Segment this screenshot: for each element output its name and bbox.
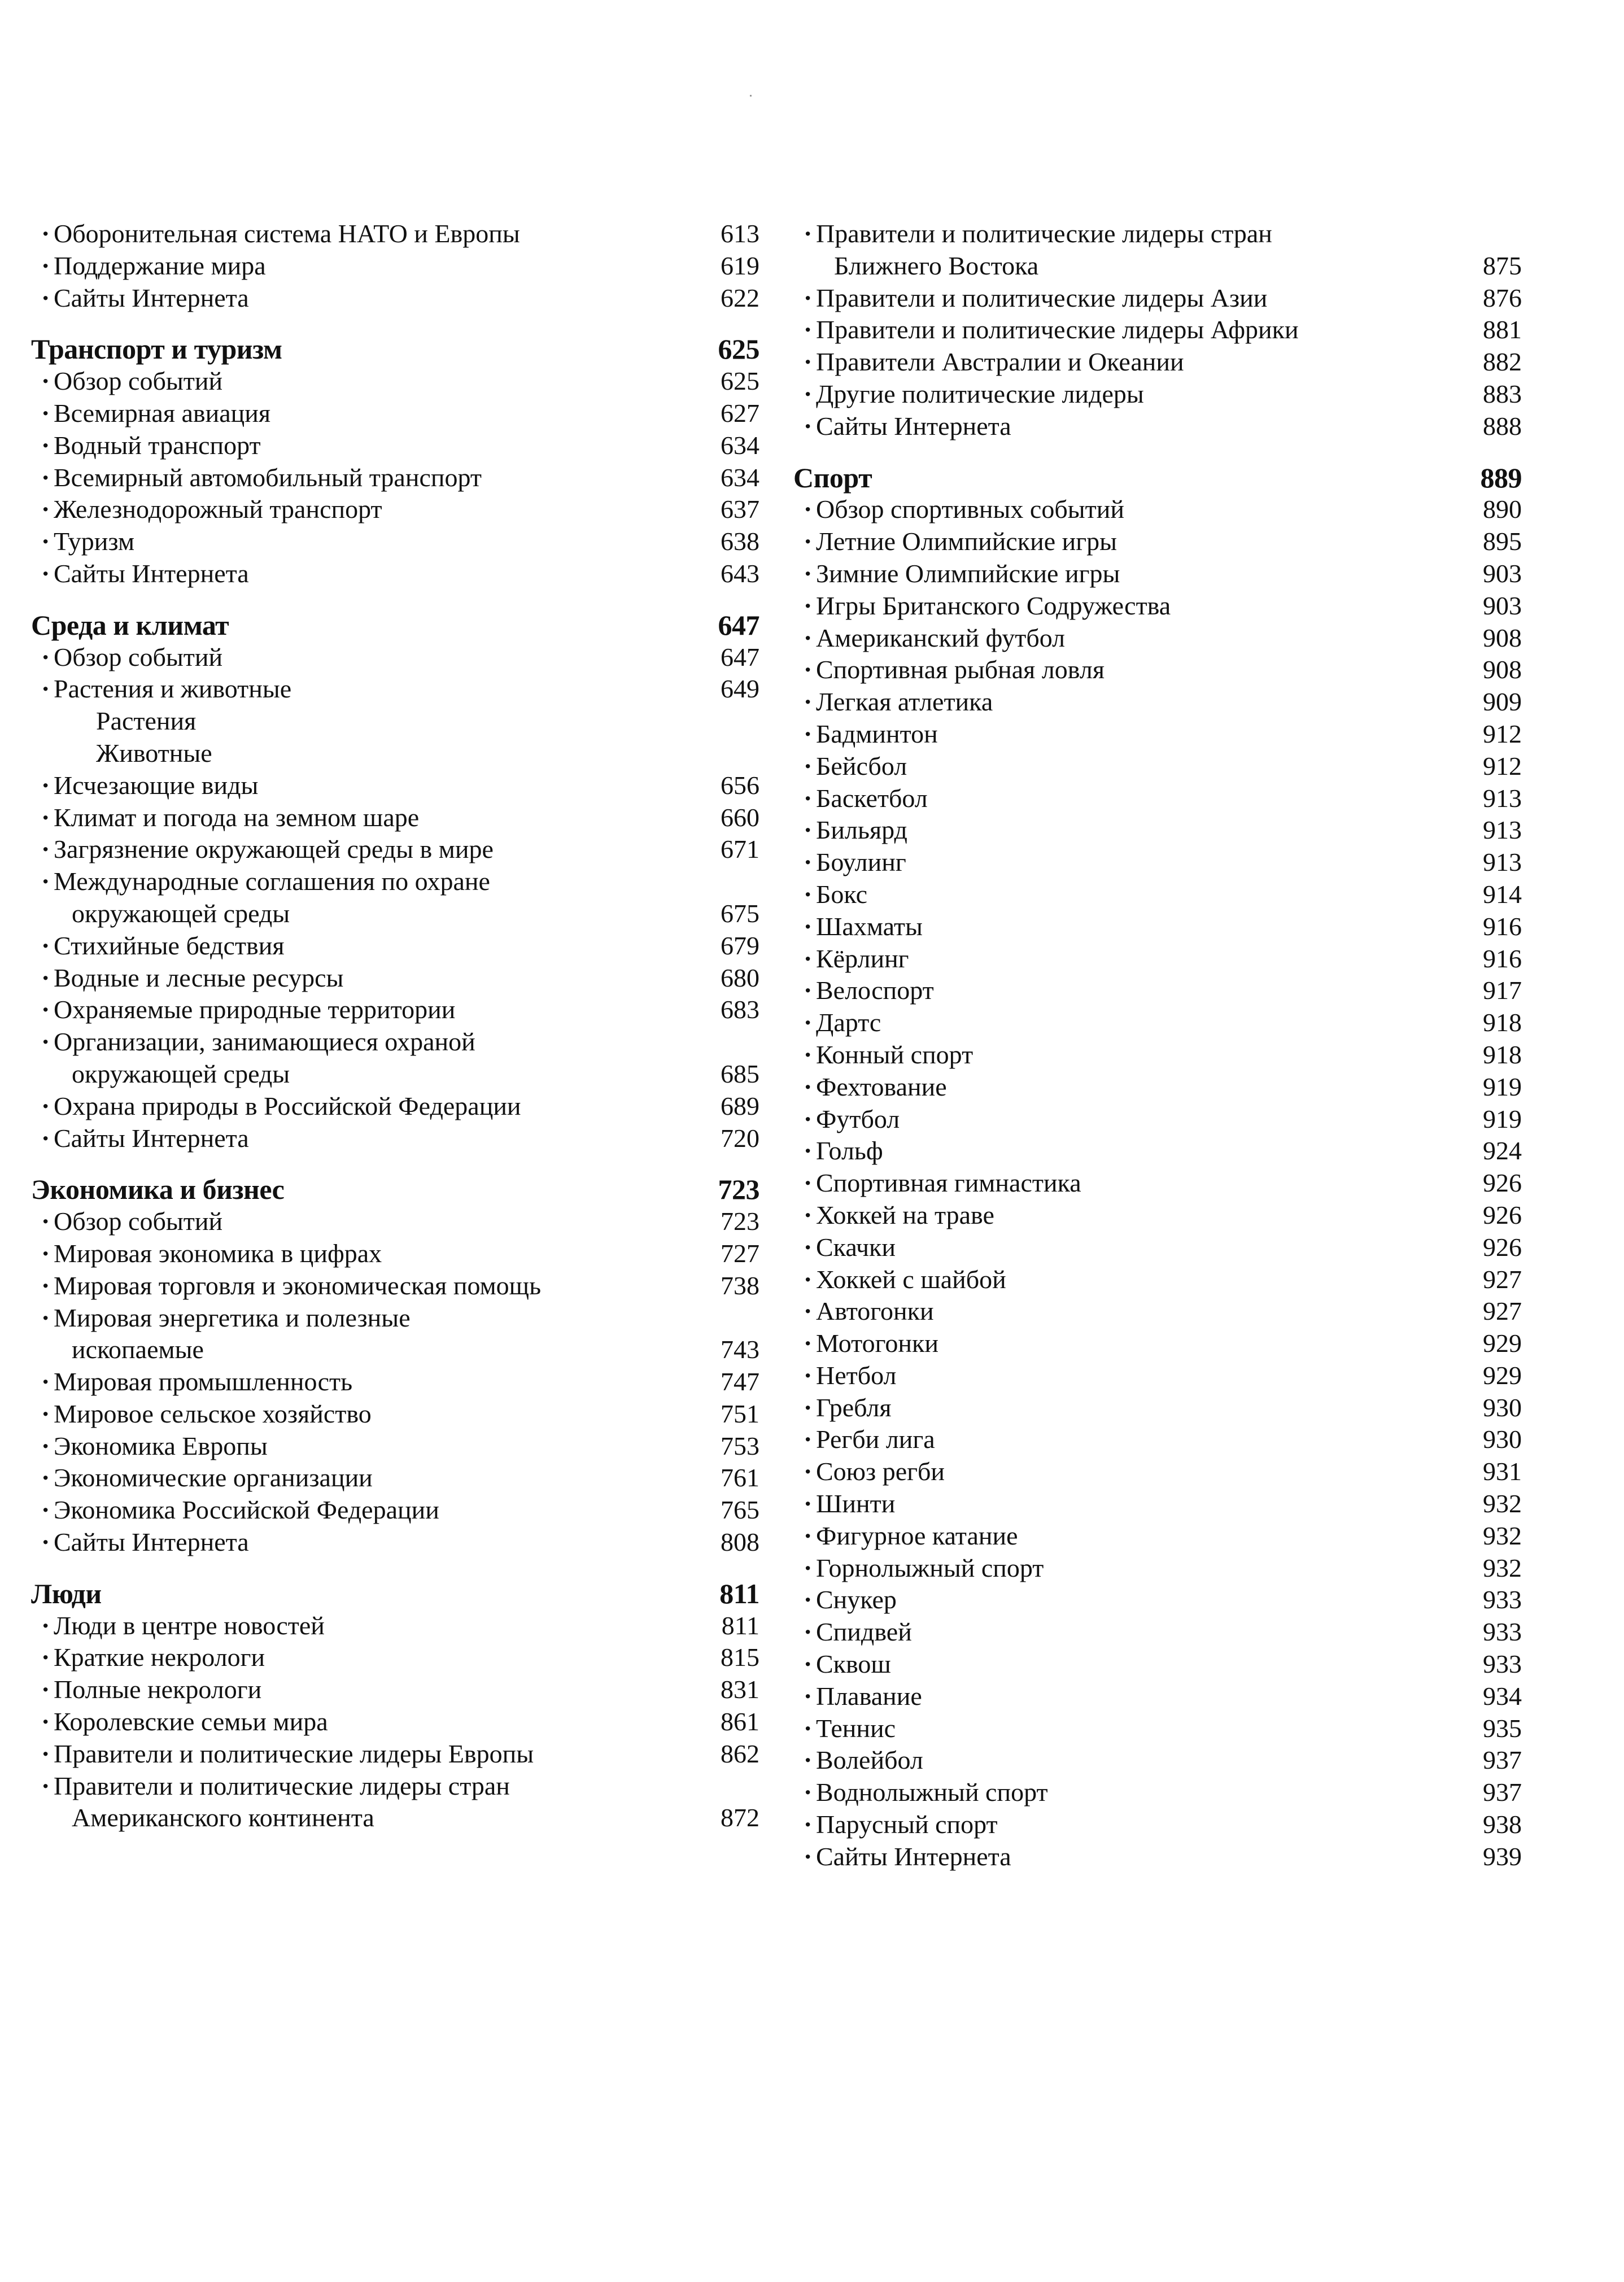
toc-entry-title: · Спортивная рыбная ловля [816,654,1105,686]
toc-entry [31,866,759,898]
toc-page-number: 765 [721,1495,759,1525]
toc-page-number: 743 [721,1335,759,1364]
toc-page-number: 808 [721,1528,759,1557]
toc-entry-title: · Правители и политические лидеры Азии [816,282,1267,315]
toc-entry-title: · Мировая экономика в цифрах [54,1238,382,1270]
toc-page-number: 679 [721,931,759,960]
toc-page-number: 811 [721,1611,759,1640]
toc-entry-title: · Хоккей с шайбой [816,1264,1006,1296]
toc-entry [793,1232,1522,1264]
toc-entry [31,1026,759,1058]
toc-section-heading [31,1173,759,1206]
toc-entry [793,1328,1522,1360]
toc-entry-title: Ближнего Востока [834,251,1039,280]
toc-entry-title: Экономика и бизнес [31,1173,285,1206]
toc-entry [793,911,1522,943]
toc-page-number: 926 [1483,1200,1522,1229]
toc-entry-title: · Экономика Российской Федерации [54,1494,439,1526]
toc-entry-title: · Люди в центре новостей [54,1610,325,1642]
toc-page-number: 917 [1483,976,1522,1005]
toc-entry [793,1295,1522,1328]
scan-speck [750,95,752,97]
toc-page-number: 720 [721,1123,759,1153]
toc-page-number: 909 [1483,687,1522,717]
toc-entry [793,718,1522,751]
toc-entry [793,1199,1522,1232]
toc-page-number: 934 [1483,1681,1522,1711]
toc-entry-title: · Королевские семьи мира [54,1706,328,1738]
toc-entry-title: · Летние Олимпийские игры [816,526,1117,558]
toc-page-number: 930 [1483,1425,1522,1454]
toc-entry-title: · Зимние Олимпийские игры [816,558,1120,590]
toc-page-number: 927 [1483,1264,1522,1294]
toc-entry [31,462,759,494]
toc-page-number: 647 [718,609,759,641]
toc-entry [793,1456,1522,1488]
toc-entry-title: · Фигурное катание [816,1520,1018,1552]
toc-entry-title: · Всемирная авиация [54,398,270,430]
toc-page-number: 753 [721,1431,759,1460]
toc-entry-title: · Сайты Интернета [54,558,249,590]
toc-page-number: 927 [1483,1297,1522,1326]
toc-entry-title: · Союз регби [816,1456,945,1488]
toc-page-number: 939 [1483,1842,1522,1871]
toc-entry [793,1777,1522,1809]
toc-entry [31,1123,759,1155]
toc-entry-title: Спорт [793,461,872,494]
toc-entry-continuation [31,705,759,738]
toc-entry [793,686,1522,718]
toc-entry [793,1648,1522,1681]
toc-entry-title: · Экономические организации [54,1462,373,1494]
toc-entry-title: · Велоспорт [816,975,934,1007]
toc-entry [793,590,1522,622]
toc-entry-title: · Дартс [816,1007,881,1039]
toc-entry [31,1674,759,1706]
toc-entry-title: · Туризм [54,526,134,558]
toc-entry [793,975,1522,1007]
toc-entry-title: · Оборонительная система НАТО и Европы [54,218,520,250]
toc-entry-title: · Нетбол [816,1360,897,1392]
toc-page-number: 903 [1483,558,1522,588]
toc-entry [31,1302,759,1334]
toc-entry-title: · Обзор спортивных событий [816,494,1124,526]
toc-entry-title: · Мотогонки [816,1328,938,1360]
toc-page-number: 933 [1483,1585,1522,1615]
toc-entry-title: окружающей среды [72,1059,290,1088]
toc-entry-title: · Другие политические лидеры [816,378,1144,411]
toc-entry [793,1552,1522,1585]
toc-entry-title: · Регби лига [816,1424,935,1456]
toc-page-number: 918 [1483,1008,1522,1037]
toc-entry-title: · Спортивная гимнастика [816,1167,1081,1199]
toc-entry-title: · Правители и политические лидеры стран [54,1770,510,1803]
toc-page-number: 933 [1483,1650,1522,1679]
toc-entry [793,1167,1522,1199]
toc-page-number: 738 [721,1271,759,1300]
toc-entry-title: · Шинти [816,1488,895,1520]
toc-page-number: 924 [1483,1136,1522,1166]
toc-entry [31,1462,759,1494]
toc-page-number: 889 [1480,461,1522,494]
toc-page-number: 761 [721,1463,759,1493]
toc-entry [31,1706,759,1738]
toc-page-number: 815 [721,1643,759,1672]
toc-entry [31,250,759,282]
toc-entry [793,1071,1522,1103]
toc-entry [793,1039,1522,1071]
toc-entry [793,526,1522,558]
toc-entry [793,1713,1522,1745]
toc-entry-title: · Стихийные бедствия [54,930,285,962]
toc-page-number: 918 [1483,1040,1522,1069]
toc-entry [793,751,1522,783]
toc-page-number: 914 [1483,879,1522,909]
toc-entry-title: · Фехтование [816,1071,947,1103]
toc-page-number: 619 [721,251,759,280]
toc-entry-title: · Шахматы [816,911,923,943]
toc-entry-title: · Правители и политические лидеры Европы [54,1738,534,1770]
toc-entry [31,1642,759,1674]
toc-entry [31,1610,759,1642]
toc-entry-title: · Сквош [816,1648,891,1681]
toc-entry-title: · Гольф [816,1135,883,1167]
toc-page-number: 634 [721,430,759,460]
toc-entry-title: · Конный спорт [816,1039,973,1071]
toc-page-number: 903 [1483,591,1522,620]
toc-entry-title: · Игры Британского Содружества [816,590,1171,622]
toc-entry-continuation [31,1802,759,1834]
toc-page-number: 919 [1483,1104,1522,1133]
toc-entry-title: · Правители Австралии и Океании [816,346,1184,378]
toc-entry [31,1238,759,1270]
toc-entry [793,1584,1522,1616]
toc-page-number: 882 [1483,347,1522,377]
toc-entry [793,1520,1522,1552]
toc-page-number: 625 [721,366,759,396]
toc-entry-title: · Американский футбол [816,622,1065,655]
toc-entry-title: · Баскетбол [816,783,928,815]
toc-page-number: 881 [1483,315,1522,344]
toc-entry [793,346,1522,378]
toc-page-number: 931 [1483,1457,1522,1486]
toc-entry-title: · Скачки [816,1232,896,1264]
toc-entry [793,1103,1522,1136]
toc-entry [31,1526,759,1559]
toc-page-number: 862 [721,1739,759,1768]
toc-entry [31,218,759,250]
toc-page-number: 689 [721,1091,759,1120]
toc-entry-title: · Обзор событий [54,1206,222,1238]
toc-right-column [793,218,1522,1873]
toc-entry [793,1841,1522,1873]
toc-entry-title: Транспорт и туризм [31,333,282,365]
toc-page-number: 929 [1483,1360,1522,1390]
toc-entry-title: · Обзор событий [54,365,222,398]
toc-entry-title: · Бейсбол [816,751,907,783]
toc-page-number: 926 [1483,1232,1522,1262]
toc-entry-title: · Горнолыжный спорт [816,1552,1044,1585]
toc-entry [793,1681,1522,1713]
toc-entry-continuation [31,738,759,770]
toc-entry [31,1270,759,1302]
toc-entry-title: · Водный транспорт [54,430,261,462]
toc-page-number: 930 [1483,1393,1522,1422]
toc-page-number: 888 [1483,411,1522,440]
toc-left-column [31,218,759,1834]
toc-entry [793,378,1522,411]
toc-entry-title: Среда и климат [31,609,229,641]
toc-page-number: 727 [721,1238,759,1268]
toc-entry-title: · Растения и животные [54,673,291,705]
toc-entry [31,1090,759,1123]
toc-entry-title: · Бадминтон [816,718,938,751]
toc-entry-title: · Всемирный автомобильный транспорт [54,462,482,494]
toc-page-number: 933 [1483,1617,1522,1647]
toc-entry [31,1770,759,1803]
toc-page-number: 671 [721,835,759,864]
toc-entry-title: · Кёрлинг [816,943,909,975]
toc-entry [793,1744,1522,1777]
toc-entry-title: · Бильярд [816,814,907,847]
toc-page-number: 913 [1483,815,1522,845]
toc-entry-continuation [793,250,1522,282]
toc-entry-title: · Мировая энергетика и полезные [54,1302,411,1334]
toc-page-number: 634 [721,462,759,492]
toc-page-number: 680 [721,963,759,992]
toc-entry-title: · Волейбол [816,1744,923,1777]
toc-page-number: 895 [1483,527,1522,556]
toc-entry [793,1424,1522,1456]
toc-entry [793,1809,1522,1841]
toc-page-number: 638 [721,527,759,556]
toc-page-number: 890 [1483,495,1522,524]
toc-entry-title: · Охраняемые природные территории [54,994,455,1026]
toc-page-number: 625 [718,333,759,365]
toc-entry [793,654,1522,686]
toc-entry [31,398,759,430]
toc-entry-title: · Боулинг [816,847,906,879]
toc-entry [793,1616,1522,1648]
toc-entry-title: · Водные и лесные ресурсы [54,962,343,994]
toc-entry [31,1738,759,1770]
toc-entry [793,879,1522,911]
toc-entry-title: · Полные некрологи [54,1674,261,1706]
toc-page-number: 647 [721,642,759,671]
toc-entry-title: · Международные соглашения по охране [54,866,490,898]
toc-entry [31,930,759,962]
toc-entry-title: · Охрана природы в Российской Федерации [54,1090,521,1123]
toc-page-number: 643 [721,558,759,588]
toc-page-number: 683 [721,995,759,1024]
toc-page-number: 883 [1483,379,1522,408]
toc-entry [31,365,759,398]
toc-page-number: 913 [1483,783,1522,813]
toc-entry [31,802,759,834]
toc-entry [31,282,759,315]
toc-entry [793,783,1522,815]
toc-entry [793,1007,1522,1039]
toc-entry-title: · Правители и политические лидеры стран [816,218,1272,250]
toc-section-heading [31,1578,759,1610]
toc-page-number: 811 [719,1577,759,1609]
toc-page-number: 876 [1483,283,1522,312]
toc-page-number: 872 [721,1803,759,1832]
toc-entry-title: · Футбол [816,1103,900,1136]
toc-page-number: 932 [1483,1489,1522,1519]
toc-page-number: 932 [1483,1553,1522,1582]
toc-page-number: 929 [1483,1329,1522,1358]
toc-entry [793,1135,1522,1167]
toc-entry-title: окружающей среды [72,898,290,928]
toc-entry [793,494,1522,526]
toc-entry [793,411,1522,443]
toc-page-number: 831 [721,1675,759,1704]
toc-entry-title: · Хоккей на траве [816,1199,994,1232]
toc-page-number: 723 [718,1173,759,1206]
toc-page-number: 723 [721,1207,759,1236]
toc-entry-title: · Мировая промышленность [54,1366,352,1398]
toc-entry [793,622,1522,655]
toc-entry [793,314,1522,346]
toc-entry-title: · Бокс [816,879,867,911]
toc-page-number: 637 [721,495,759,524]
toc-entry [793,558,1522,590]
toc-entry-title: · Сайты Интернета [816,411,1011,443]
toc-entry [793,1360,1522,1392]
toc-page-number: 913 [1483,848,1522,877]
toc-page-number: 919 [1483,1072,1522,1101]
toc-entry [31,770,759,802]
toc-entry-title: · Исчезающие виды [54,770,258,802]
toc-entry-title: · Загрязнение окружающей среды в мире [54,834,494,866]
toc-page-number: 912 [1483,719,1522,748]
toc-entry [31,1366,759,1398]
toc-entry-title: · Сайты Интернета [816,1841,1011,1873]
toc-entry-continuation [31,1058,759,1090]
toc-entry [31,642,759,674]
toc-entry [793,1488,1522,1520]
toc-entry-title: · Мировое сельское хозяйство [54,1398,372,1430]
toc-entry [31,494,759,526]
toc-entry [31,962,759,994]
toc-page-number: 627 [721,398,759,427]
toc-entry [793,1392,1522,1424]
toc-page-number: 656 [721,770,759,800]
toc-entry-title: · Поддержание мира [54,250,266,282]
toc-entry [31,526,759,558]
toc-entry-title: · Спидвей [816,1616,912,1648]
toc-page-number: 938 [1483,1810,1522,1839]
toc-page-number: 622 [721,283,759,312]
toc-entry-title: · Железнодорожный транспорт [54,494,382,526]
toc-section-heading [793,462,1522,494]
toc-section-heading [31,333,759,365]
toc-entry-title: · Плавание [816,1681,922,1713]
toc-entry-title: · Правители и политические лидеры Африки [816,314,1299,346]
toc-entry-title: · Экономика Европы [54,1430,268,1463]
toc-entry-title: · Автогонки [816,1295,934,1328]
toc-entry [31,558,759,590]
toc-page-number: 751 [721,1399,759,1428]
toc-entry [793,218,1522,250]
toc-entry [31,430,759,462]
toc-entry [793,847,1522,879]
toc-entry-title: · Парусный спорт [816,1809,998,1841]
toc-entry-title: · Обзор событий [54,642,222,674]
toc-page-number: 908 [1483,623,1522,652]
toc-entry-continuation [31,898,759,930]
toc-page-number: 613 [721,219,759,248]
toc-entry [31,673,759,705]
toc-entry-title: · Воднолыжный спорт [816,1777,1048,1809]
toc-entry-title: · Мировая торговля и экономическая помощь [54,1270,541,1302]
toc-entry-title: Американского континента [72,1803,374,1832]
toc-entry [793,282,1522,315]
toc-entry-title: · Теннис [816,1713,896,1745]
toc-entry-title: ископаемые [72,1335,204,1364]
toc-entry-title: · Сайты Интернета [54,282,249,315]
toc-entry [31,1398,759,1430]
toc-entry [793,1264,1522,1296]
toc-page-number: 916 [1483,944,1522,973]
toc-entry [793,814,1522,847]
toc-page-number: 660 [721,802,759,832]
toc-entry-title: Животные [96,738,212,767]
toc-entry [31,1206,759,1238]
toc-page-number: 932 [1483,1521,1522,1550]
toc-section-heading [31,609,759,642]
toc-page-number: 916 [1483,911,1522,941]
toc-page-number: 937 [1483,1778,1522,1807]
toc-entry [31,994,759,1026]
toc-entry-title: · Гребля [816,1392,892,1424]
toc-entry [31,1430,759,1463]
toc-page-number: 875 [1483,251,1522,280]
toc-page-number: 908 [1483,655,1522,684]
toc-page-number: 937 [1483,1746,1522,1775]
toc-entry-title: · Снукер [816,1584,897,1616]
toc-entry-title: · Легкая атлетика [816,686,993,718]
toc-entry [31,1494,759,1526]
toc-page-number: 926 [1483,1168,1522,1198]
toc-entry-title: Растения [96,706,197,736]
toc-page-number: 675 [721,898,759,928]
toc-entry [31,834,759,866]
toc-entry [793,943,1522,975]
toc-page-number: 935 [1483,1713,1522,1743]
toc-page-number: 861 [721,1707,759,1736]
toc-page-number: 649 [721,674,759,704]
toc-entry-continuation [31,1334,759,1366]
toc-page-number: 747 [721,1367,759,1397]
toc-page-number: 912 [1483,751,1522,780]
toc-entry-title: · Краткие некрологи [54,1642,265,1674]
toc-entry-title: · Организации, занимающиеся охраной [54,1026,475,1058]
toc-page-number: 685 [721,1059,759,1088]
toc-entry-title: · Сайты Интернета [54,1123,249,1155]
toc-entry-title: · Сайты Интернета [54,1526,249,1559]
toc-entry-title: · Климат и погода на земном шаре [54,802,419,834]
toc-entry-title: Люди [31,1577,102,1609]
